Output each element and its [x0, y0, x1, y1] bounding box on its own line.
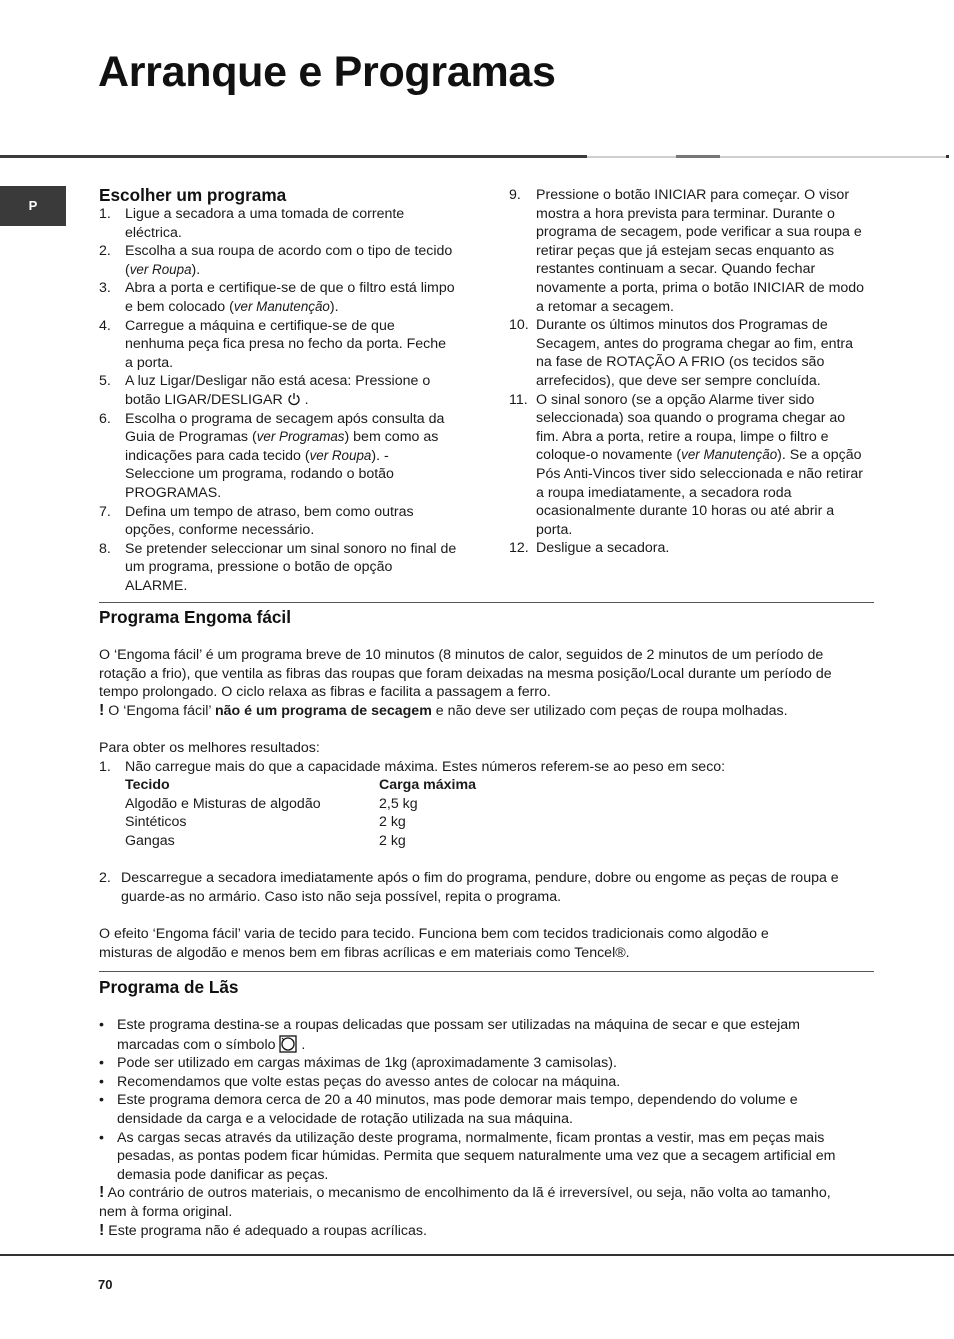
choose-steps-right [509, 186, 871, 558]
bullet: • [99, 1073, 104, 1090]
step-item [99, 205, 457, 242]
section-heading-choose: Escolher um programa [99, 185, 287, 205]
easy-iron-effect: O efeito ‘Engoma fácil’ varia de tecido para tecido. Funciona bem com tecidos tradicionais como algodão e misturas de algodão e menos bem em fibras acrílicas e em materiais como Tencel®. [99, 925, 769, 961]
wool-body [99, 1016, 849, 1240]
bullet-text: Este programa demora cerca de 20 a 40 minutos, mas pode demorar mais tempo, dependendo do volume e densidade da carga e a velocidade de rotação utilizada na sua máquina. [117, 1092, 798, 1127]
bullet: • [99, 1055, 104, 1072]
page-number: 70 [98, 1277, 113, 1292]
bullet-text: As cargas secas através da utilização deste programa, normalmente, ficam prontas a vestir, mas em peças mais pesadas, as pontas podem ficar húmidas. Permita que sequem naturalmente uma vez que a secagem artificial em demasia pode danificar as peças. [117, 1129, 836, 1183]
step-text: Defina um tempo de atraso, bem como outras opções, conforme necessário. [125, 503, 414, 539]
step-text: O sinal sonoro (se a opção Alarme tiver sido seleccionada) soa quando o programa chegar ao fim. Abra a porta, retire a roupa, limpe o filtro e coloque-o novamente ( [536, 391, 846, 464]
step-number: 4. [99, 317, 111, 334]
warning-text-bold: não é um programa de secagem [214, 702, 432, 719]
bullet-text-end: . [297, 1036, 306, 1053]
footer-rule [0, 1254, 954, 1256]
section-divider [99, 971, 874, 972]
fabric-cell: Sintéticos [125, 814, 187, 831]
step-item [509, 539, 871, 558]
wool-bullets [99, 1016, 849, 1184]
step-number: 1. [99, 206, 111, 222]
step-number: 6. [99, 410, 111, 427]
step-item [99, 503, 457, 540]
step-text: Descarregue a secadora imediatamente após o fim do programa, pendure, dobre ou engome as peças de roupa e guarde-as no armário. Caso isto não seja possível, repita o programa. [121, 870, 839, 905]
easy-iron-warning [99, 702, 839, 721]
step-text: Escolha o programa de secagem após consulta da Guia de Programas ( [125, 410, 445, 446]
bullet: • [99, 1129, 104, 1146]
step-text: Desligue a secadora. [536, 540, 670, 557]
table-row [125, 832, 476, 851]
warning-text-b: e não deve ser utilizado com peças de roupa molhadas. [431, 702, 788, 719]
bullet-text: Pode ser utilizado em cargas máximas de 1kg (aproximadamente 3 camisolas). [117, 1055, 617, 1072]
warning-text: Este programa não é adequado a roupas acrílicas. [104, 1222, 427, 1239]
step-item [99, 372, 457, 409]
cross-reference: ver Manutenção [681, 447, 778, 463]
header-rule-accent [676, 155, 720, 158]
step-item [99, 242, 457, 279]
table-row [125, 795, 476, 814]
step-item [99, 279, 457, 316]
header-rule-dark [0, 155, 587, 158]
step-number: 2. [99, 870, 111, 887]
step-number: 7. [99, 503, 111, 520]
language-tab: P [0, 186, 66, 226]
step-text: ). [329, 298, 339, 315]
bullet-text: Recomendamos que volte estas peças do avesso antes de colocar na máquina. [117, 1073, 621, 1090]
step-number: 2. [99, 243, 111, 260]
warning-mark: ! [99, 1184, 105, 1202]
step-item [509, 186, 871, 316]
easy-iron-intro: O ‘Engoma fácil’ é um programa breve de 10 minutos (8 minutos de calor, seguidos de 2 minutos de um período de rotação a frio), que ventila as fibras das roupas que foram deixadas na mesma posição/Local durante um período de tempo prolongado. O ciclo relaxa as fibras e facilita a passagem a ferro. [99, 647, 832, 701]
bullet: • [99, 1017, 104, 1033]
step-text: ). [191, 261, 201, 278]
easy-iron-step-1 [99, 758, 839, 777]
step-text: Pressione o botão INICIAR para começar. O visor mostra a hora prevista para terminar. Durante o programa de secagem, pode verificar a sua roupa e retirar peças que já estejam secas enquanto as restantes continuam a secar. Quando fechar novamente a porta, prima o botão INICIAR de modo a retomar a secagem. [536, 187, 865, 315]
max-load-cell: 2 kg [379, 814, 406, 831]
choose-steps-left [99, 205, 457, 595]
step-number: 12. [509, 540, 529, 557]
header-rule-light [587, 156, 676, 158]
step-item [99, 410, 457, 503]
bullet-text: Este programa destina-se a roupas delicadas que possam ser utilizadas na máquina de secar e que estejam marcadas com o símbolo [117, 1017, 800, 1053]
section-divider [99, 602, 874, 603]
step-item [99, 317, 457, 373]
list-item [99, 1016, 849, 1054]
step-number: 8. [99, 540, 111, 557]
tumble-dry-delicate-icon [279, 1035, 297, 1053]
best-results-label: Para obter os melhores resultados: [99, 739, 320, 756]
fabric-cell: Gangas [125, 832, 175, 849]
step-number: 10. [509, 317, 529, 334]
cross-reference: ver Manutenção [233, 298, 330, 314]
step-item [99, 540, 457, 596]
warning-mark: ! [99, 1221, 105, 1239]
step-text: ). - Seleccione um programa, rodando o botão PROGRAMAS. [125, 447, 394, 501]
load-table-header-fabric: Tecido [125, 777, 170, 794]
step-number: 3. [99, 280, 111, 297]
step-text: Abra a porta e certifique-se de que o filtro está limpo e bem colocado ( [125, 280, 455, 315]
wool-warning-1 [99, 1184, 849, 1221]
step-text: A luz Ligar/Desligar não está acesa: Pressione o botão LIGAR/DESLIGAR [125, 373, 431, 408]
step-item [509, 316, 871, 390]
step-text: Durante os últimos minutos dos Programas de Secagem, antes do programa chegar ao fim, entra na fase de ROTAÇÃO A FRIO (os tecidos são arrefecidos), que deve ser sempre concluída. [536, 317, 854, 389]
step-text: Não carregue mais do que a capacidade máxima. Estes números referem-se ao peso em seco: [125, 758, 726, 775]
table-row [125, 813, 476, 832]
warning-mark: ! [99, 701, 105, 719]
step-text: . [300, 391, 309, 408]
section-heading-easy-iron: Programa Engoma fácil [99, 607, 291, 627]
cross-reference: ver Programas [256, 429, 345, 445]
step-text: Carregue a máquina e certifique-se de que nenhuma peça fica presa no fecho da porta. Feche a porta. [125, 317, 447, 371]
max-load-cell: 2,5 kg [379, 795, 418, 812]
list-item [99, 1073, 849, 1092]
easy-iron-step-2 [99, 869, 861, 906]
list-item [99, 1054, 849, 1073]
cross-reference: ver Roupa [129, 261, 192, 277]
step-text: Escolha a sua roupa de acordo com o tipo de tecido ( [125, 243, 453, 278]
header-rule-light-2 [720, 156, 946, 158]
warning-text-a: O ‘Engoma fácil’ [104, 702, 215, 719]
step-text: ). Se a opção Pós Anti-Vincos tiver sido seleccionada e não retirar a roupa imediatamente, a secadora roda ocasionalmente durante 10 horas ou até abrir a porta. [536, 447, 864, 538]
list-item [99, 1091, 849, 1128]
load-table-header-max-load: Carga máxima [379, 777, 476, 794]
step-text: ) bem como as indicações para cada tecido ( [125, 429, 439, 464]
bullet: • [99, 1092, 104, 1109]
step-item [509, 391, 871, 540]
step-number: 5. [99, 373, 111, 390]
step-number: 1. [99, 758, 111, 775]
cross-reference: ver Roupa [309, 447, 372, 463]
easy-iron-body [99, 646, 839, 962]
fabric-cell: Algodão e Misturas de algodão [125, 795, 321, 812]
load-table [125, 776, 476, 850]
step-number: 9. [509, 187, 521, 203]
step-text: Ligue a secadora a uma tomada de corrente eléctrica. [125, 206, 405, 241]
step-text: Se pretender seleccionar um sinal sonoro no final de um programa, pressione o botão de opção ALARME. [125, 540, 457, 594]
wool-warning-2 [99, 1222, 849, 1241]
section-heading-wool: Programa de Lãs [99, 977, 239, 997]
step-number: 11. [509, 391, 528, 408]
header-rule-end [946, 155, 949, 158]
list-item [99, 1129, 849, 1185]
load-table-header [125, 776, 476, 795]
power-icon [287, 392, 301, 406]
page-title: Arranque e Programas [98, 48, 556, 96]
max-load-cell: 2 kg [379, 832, 406, 849]
warning-text: Ao contrário de outros materiais, o mecanismo de encolhimento da lã é irreversível, ou seja, não volta ao tamanho, nem à forma original. [99, 1185, 831, 1220]
